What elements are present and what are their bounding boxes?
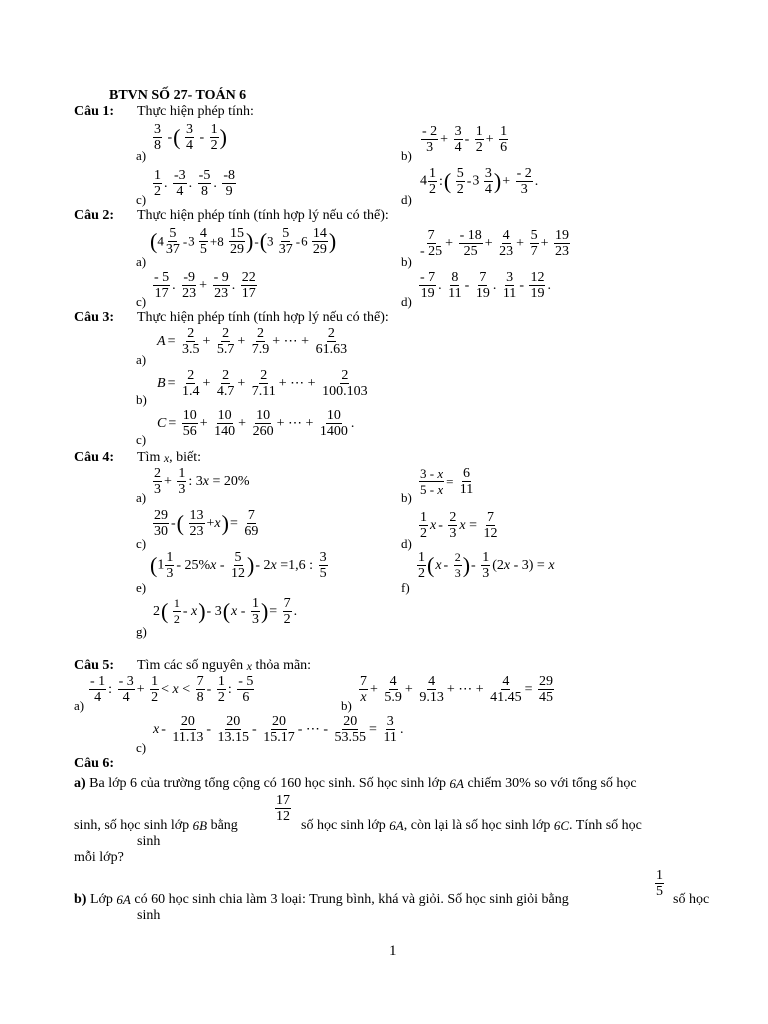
q5-heading: Câu 5:	[74, 658, 115, 673]
q1-d-label: d)	[401, 192, 412, 207]
q6-b-text-2: có 60 học sinh chia làm 3 loại: Trung bình, khá và giỏi. Số học sinh giỏi bằng	[134, 892, 569, 907]
q4-text-pre: Tìm	[137, 450, 161, 465]
q6-a-text-bang: bằng	[210, 818, 238, 833]
q6-b-text-1: Lớp	[89, 892, 113, 907]
q4-c-label: c)	[136, 536, 147, 551]
q6-b-label: b)	[74, 892, 87, 907]
q6-a-percent: 30%	[505, 776, 531, 791]
q2-instruction: Thực hiện phép tính (tính hợp lý nếu có thể):	[137, 208, 389, 223]
q1-instruction: Thực hiện phép tính:	[137, 104, 254, 119]
q6-a-sinh: sinh	[137, 834, 161, 849]
q1-b-label: b)	[401, 148, 412, 163]
q6-a-line2-left	[74, 818, 238, 834]
q4-e-label: e)	[136, 580, 147, 595]
q5-instruction	[137, 658, 311, 674]
q4-f-expression: $\frac{1}{2}$ (x - $\frac{2}{3}$ )- $\frac{1}{3}$ (2x - 3) = x	[418, 550, 555, 581]
q2-d-label: d)	[401, 294, 412, 309]
q6-a-text-3: so với tổng số học	[534, 776, 637, 791]
q3-a-label: a)	[136, 352, 147, 367]
q6-a-text-5: số học sinh lớp	[301, 818, 386, 833]
q6-a-line2-right	[301, 818, 642, 834]
q3-a-expression: A = $\frac{2}{3.5}$ + $\frac{2}{5.7}$ + $\frac{2}{7.9}$ + ⋯ + $\frac{2}{61.63}$	[157, 326, 348, 357]
q4-c-expression: $\frac{29}{30}$ -( $\frac{13}{23}$ +x)= $\frac{7}{69}$	[154, 508, 259, 539]
q6-b-line1	[74, 892, 569, 908]
q6-a-line1	[74, 776, 637, 792]
q6-b-frac-den: 5	[656, 884, 663, 899]
q5-c-label: c)	[136, 740, 147, 755]
q5-text-post: thỏa mãn:	[255, 658, 312, 673]
q2-c-expression: $\frac{- 5}{17}$ . $\frac{-9}{23}$ + $\frac{- 9}{23}$ . $\frac{22}{17}$	[154, 270, 256, 301]
q4-f-label: f)	[401, 580, 410, 595]
q6-a-line3: mỗi lớp?	[74, 850, 124, 865]
q4-d-label: d)	[401, 536, 412, 551]
q1-a-expression: $\frac{3}{8}$ -( $\frac{3}{4}$ - $\frac{1}{2}$ )	[154, 122, 227, 153]
q6-a-fraction	[274, 793, 292, 824]
q4-e-expression: (1 $\frac{1}{3}$ - 25%x - $\frac{5}{12}$ )- 2x =1,6 : $\frac{3}{5}$	[150, 550, 327, 581]
q6-a-label: a)	[74, 776, 86, 791]
q6-a-text-6: , còn lại là số học sinh lớp	[403, 818, 551, 833]
q3-instruction: Thực hiện phép tính (tính hợp lý nếu có thể):	[137, 310, 389, 325]
q6-a-class-6c: 6C	[553, 818, 570, 833]
q4-a-expression: $\frac{2}{3}$ + $\frac{1}{3}$ : 3x = 20%	[154, 466, 250, 497]
q6-a-text-2: chiếm	[467, 776, 502, 791]
q2-heading: Câu 2:	[74, 208, 115, 223]
q6-b-sinh: sinh	[137, 908, 161, 923]
q1-d-expression: 4 $\frac{1}{2}$ :( $\frac{5}{2}$ -3 $\frac{3}{4}$ )+ $\frac{- 2}{3}$ .	[420, 166, 539, 197]
q4-variable: x	[163, 451, 170, 465]
q3-b-label: b)	[136, 392, 147, 407]
q6-a-class-6a: 6A	[449, 776, 464, 791]
q6-a-text-7: . Tính số học	[569, 818, 642, 833]
q4-a-label: a)	[136, 490, 147, 505]
q6-a-text-4: sinh, số học sinh lớp	[74, 818, 190, 833]
q2-a-expression: (4 $\frac{5}{37}$ -3 $\frac{4}{5}$ +8 $\frac{15}{29}$ )-(3 $\frac{5}{37}$ -6 $\frac{14}{29}$ )	[150, 226, 337, 257]
q3-b-expression: B = $\frac{2}{1.4}$ + $\frac{2}{4.7}$ + $\frac{2}{7.11}$ + ⋯ + $\frac{2}{100.103}$	[157, 368, 368, 399]
q2-b-label: b)	[401, 254, 412, 269]
q6-b-class-6a: 6A	[116, 892, 131, 907]
q6-a-text-1: Ba lớp 6 của trường tổng cộng có 160 học sinh. Số học sinh lớp	[89, 776, 446, 791]
q4-instruction	[137, 450, 201, 466]
q4-b-expression: $\frac{3 - x}{5 - x}$ = $\frac{6}{11}$	[420, 466, 474, 497]
q2-d-expression: $\frac{- 7}{19}$ . $\frac{8}{11}$ - $\frac{7}{19}$ . $\frac{3}{11}$ - $\frac{12}{19}$ .	[420, 270, 551, 301]
q4-heading: Câu 4:	[74, 450, 115, 465]
q6-a-class-6b: 6B	[192, 818, 208, 833]
page-number: 1	[389, 943, 397, 959]
page-title: BTVN SỐ 27- TOÁN 6	[109, 88, 247, 103]
q4-g-expression: 2( $\frac{1}{2}$ - x)- 3(x - $\frac{1}{3}$ )= $\frac{7}{2}$ .	[153, 596, 298, 627]
q1-c-label: c)	[136, 192, 147, 207]
q1-heading: Câu 1:	[74, 104, 115, 119]
q5-b-label: b)	[341, 698, 352, 713]
q3-heading: Câu 3:	[74, 310, 115, 325]
q5-a-expression: $\frac{- 1}{4}$ : $\frac{- 3}{4}$ + $\frac{1}{2}$ < x < $\frac{7}{8}$ - $\frac{1}{2}$ : $\frac{- 5}{6}$	[90, 674, 254, 705]
q2-a-label: a)	[136, 254, 147, 269]
q3-c-label: c)	[136, 432, 147, 447]
q1-c-expression: $\frac{1}{2}$ . $\frac{-3}{4}$ . $\frac{-5}{8}$ . $\frac{-8}{9}$	[154, 168, 236, 199]
q4-g-label: g)	[136, 624, 147, 639]
q6-a-frac-den: 12	[276, 809, 290, 824]
q6-heading: Câu 6:	[74, 756, 115, 771]
q2-b-expression: $\frac{7}{- 25}$ + $\frac{- 18}{25}$ + $\frac{4}{23}$ + $\frac{5}{7}$ + $\frac{19}{23}$	[420, 228, 569, 259]
q1-a-label: a)	[136, 148, 147, 163]
q2-c-label: c)	[136, 294, 147, 309]
q5-variable: x	[246, 659, 252, 673]
q6-b-text-3: số học	[673, 892, 710, 907]
q6-a-frac-num: 17	[276, 793, 290, 808]
q6-b-frac-num: 1	[656, 868, 663, 883]
q5-text-pre: Tìm các số nguyên	[137, 658, 244, 673]
q6-a-class-6a-2: 6A	[389, 818, 404, 833]
q5-a-label: a)	[74, 698, 85, 713]
q5-b-expression: $\frac{7}{x}$ + $\frac{4}{5.9}$ + $\frac{4}{9.13}$ + ⋯ + $\frac{4}{41.45}$ = $\frac{29}{45}$	[360, 674, 554, 705]
q3-c-expression: C = $\frac{10}{56}$ + $\frac{10}{140}$ + $\frac{10}{260}$ + ⋯ + $\frac{10}{1400}$ .	[157, 408, 355, 439]
q6-b-fraction	[654, 868, 665, 899]
q1-b-expression: $\frac{- 2}{3}$ + $\frac{3}{4}$ - $\frac{1}{2}$ + $\frac{1}{6}$	[422, 124, 508, 155]
q4-d-expression: $\frac{1}{2}$ x - $\frac{2}{3}$ x = $\frac{7}{12}$	[420, 510, 498, 541]
q4-text-post: , biết:	[169, 450, 202, 465]
q4-b-label: b)	[401, 490, 412, 505]
q5-c-expression: x - $\frac{20}{11.13}$ - $\frac{20}{13.15}$ - $\frac{20}{15.17}$ - ⋯ - $\frac{20}{53.55}$ = $\frac{3}{11}$ .	[153, 714, 404, 745]
